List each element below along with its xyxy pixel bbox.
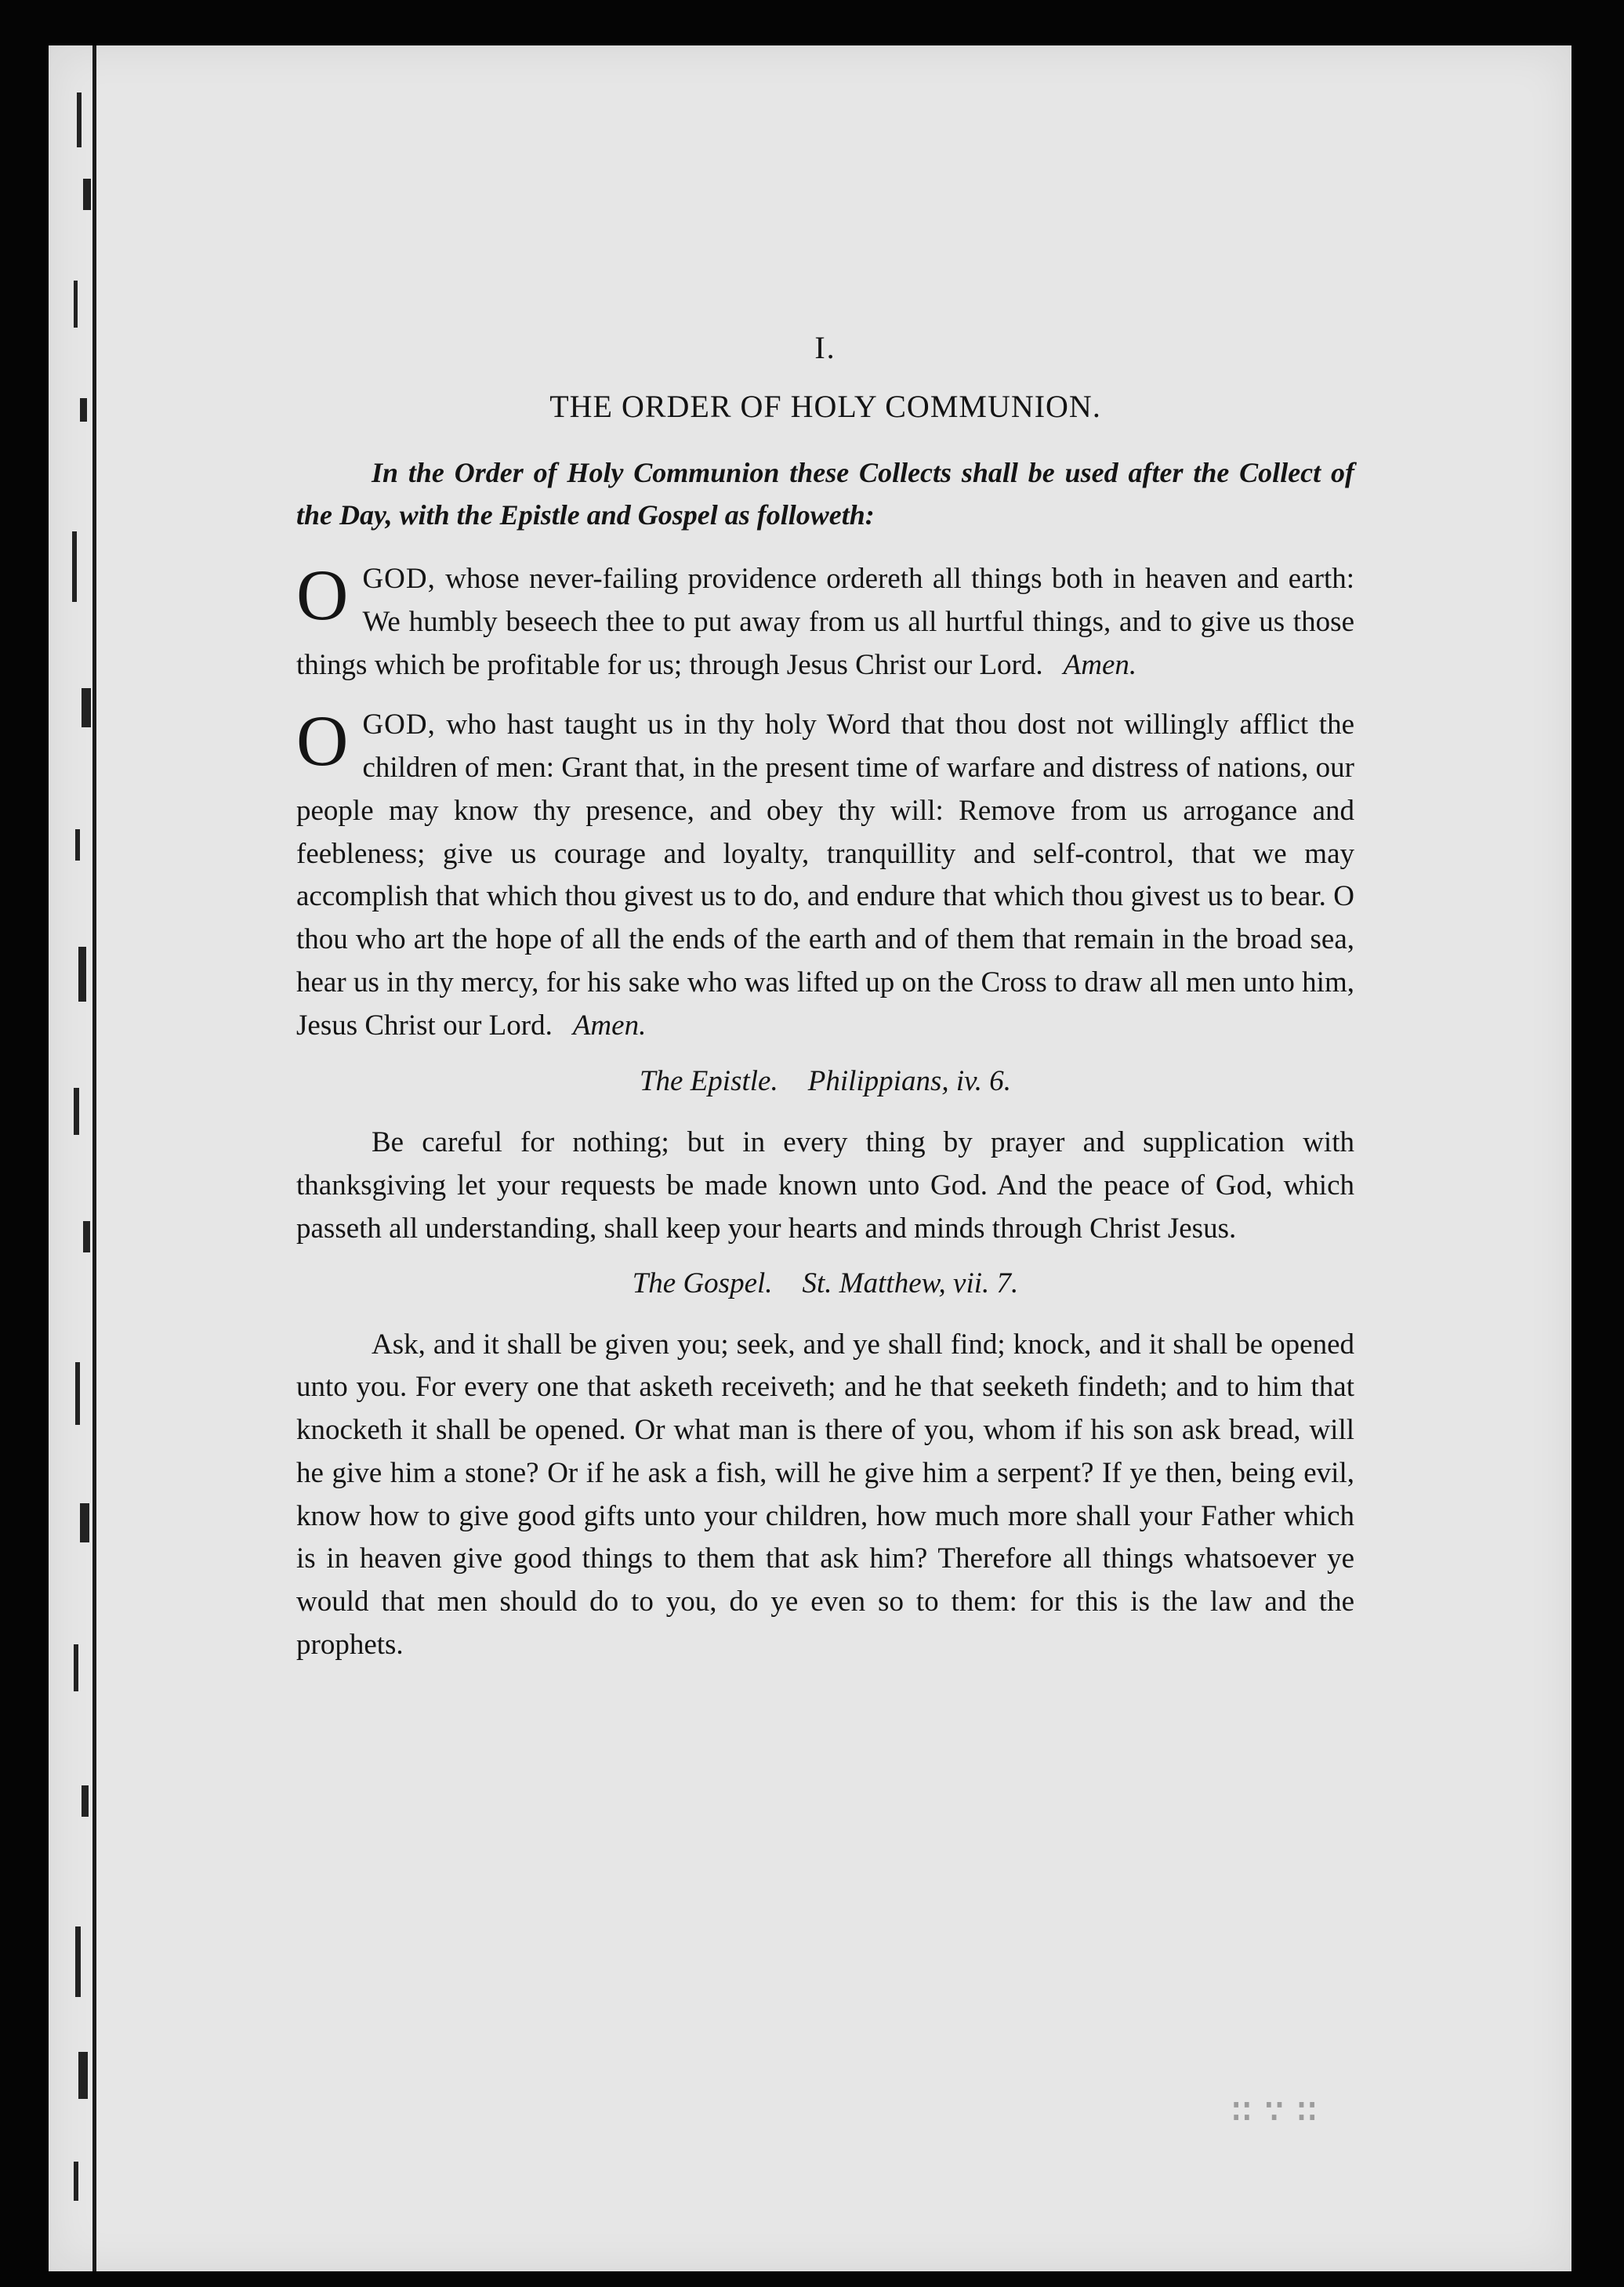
collect-2-dropcap: O (296, 701, 349, 781)
page-title: THE ORDER OF HOLY COMMUNION. (549, 389, 1101, 424)
epistle-text: Be careful for nothing; but in every thing by prayer and supplication with thanksgiving let your requests be made known unto God. And the peace of God, which passeth all understanding, shall keep your hearts and minds through Christ Jesus. (296, 1126, 1354, 1245)
epistle-label: The Epistle. (639, 1065, 778, 1098)
gospel-text: Ask, and it shall be given you; seek, and ye shall find; knock, and it shall be opened unto you. For every one that asketh receiveth; and he that seeketh findeth; and to him that knocketh it shall be opened. Or what man is there of you, whom if his son ask bread, will he give him a stone? Or if he ask a fish, will he give him a serpent? If ye then, being evil, know how to give good gifts unto your children, how much more shall your Father which is in heaven give good things to them that ask him? Therefore all things whatsoever ye would that men should do to you, do ye even so to them: for this is the law and the prophets. (296, 1328, 1354, 1661)
collect-2-amen: Amen. (572, 1009, 647, 1042)
library-stamp-mark: ∷∵∷ (1231, 2089, 1329, 2131)
section-number: I. (814, 330, 836, 365)
collect-1-amen: Amen. (1063, 648, 1137, 681)
collect-2 (296, 701, 1354, 1047)
collect-2-first-word: GOD, (362, 709, 436, 741)
collect-1 (296, 555, 1354, 687)
collect-1-text: whose never-failing providence ordereth all things both in heaven and earth: We humbly beseech thee to put away from us all hurtful things, and to give us those things which be profitable for us; through Jesus Christ our Lord. (296, 563, 1354, 681)
collect-2-text: who hast taught us in thy holy Word that thou dost not willingly afflict the children of men: Grant that, in the present time of warfare and distress of nations, our people may know thy presence, and obey thy will: Remove from us arrogance and feebleness; give us courage and loyalty, tranquillity and self-control, that we may accomplish that which thou givest us to do, and endure that which thou givest us to bear. O thou who art the hope of all the ends of the earth and of them that remain in the broad sea, hear us in thy mercy, for his sake who was lifted up on the Cross to draw all men unto him, Jesus Christ our Lord. (296, 709, 1354, 1042)
page-content (296, 329, 1354, 1680)
gospel-reference: St. Matthew, vii. 7. (802, 1267, 1019, 1299)
collect-1-dropcap: O (296, 555, 349, 635)
epistle-heading (296, 1064, 1354, 1098)
binding-stitch-marks (66, 45, 129, 2271)
epistle-reference: Philippians, iv. 6. (807, 1065, 1012, 1098)
rubric-instruction: In the Order of Holy Communion these Collects shall be used after the Collect of the Day, with the Epistle and Gospel as followeth: (296, 457, 1354, 531)
gospel-heading (296, 1267, 1354, 1300)
collect-1-first-word: GOD, (362, 563, 436, 595)
gospel-label: The Gospel. (632, 1267, 773, 1299)
